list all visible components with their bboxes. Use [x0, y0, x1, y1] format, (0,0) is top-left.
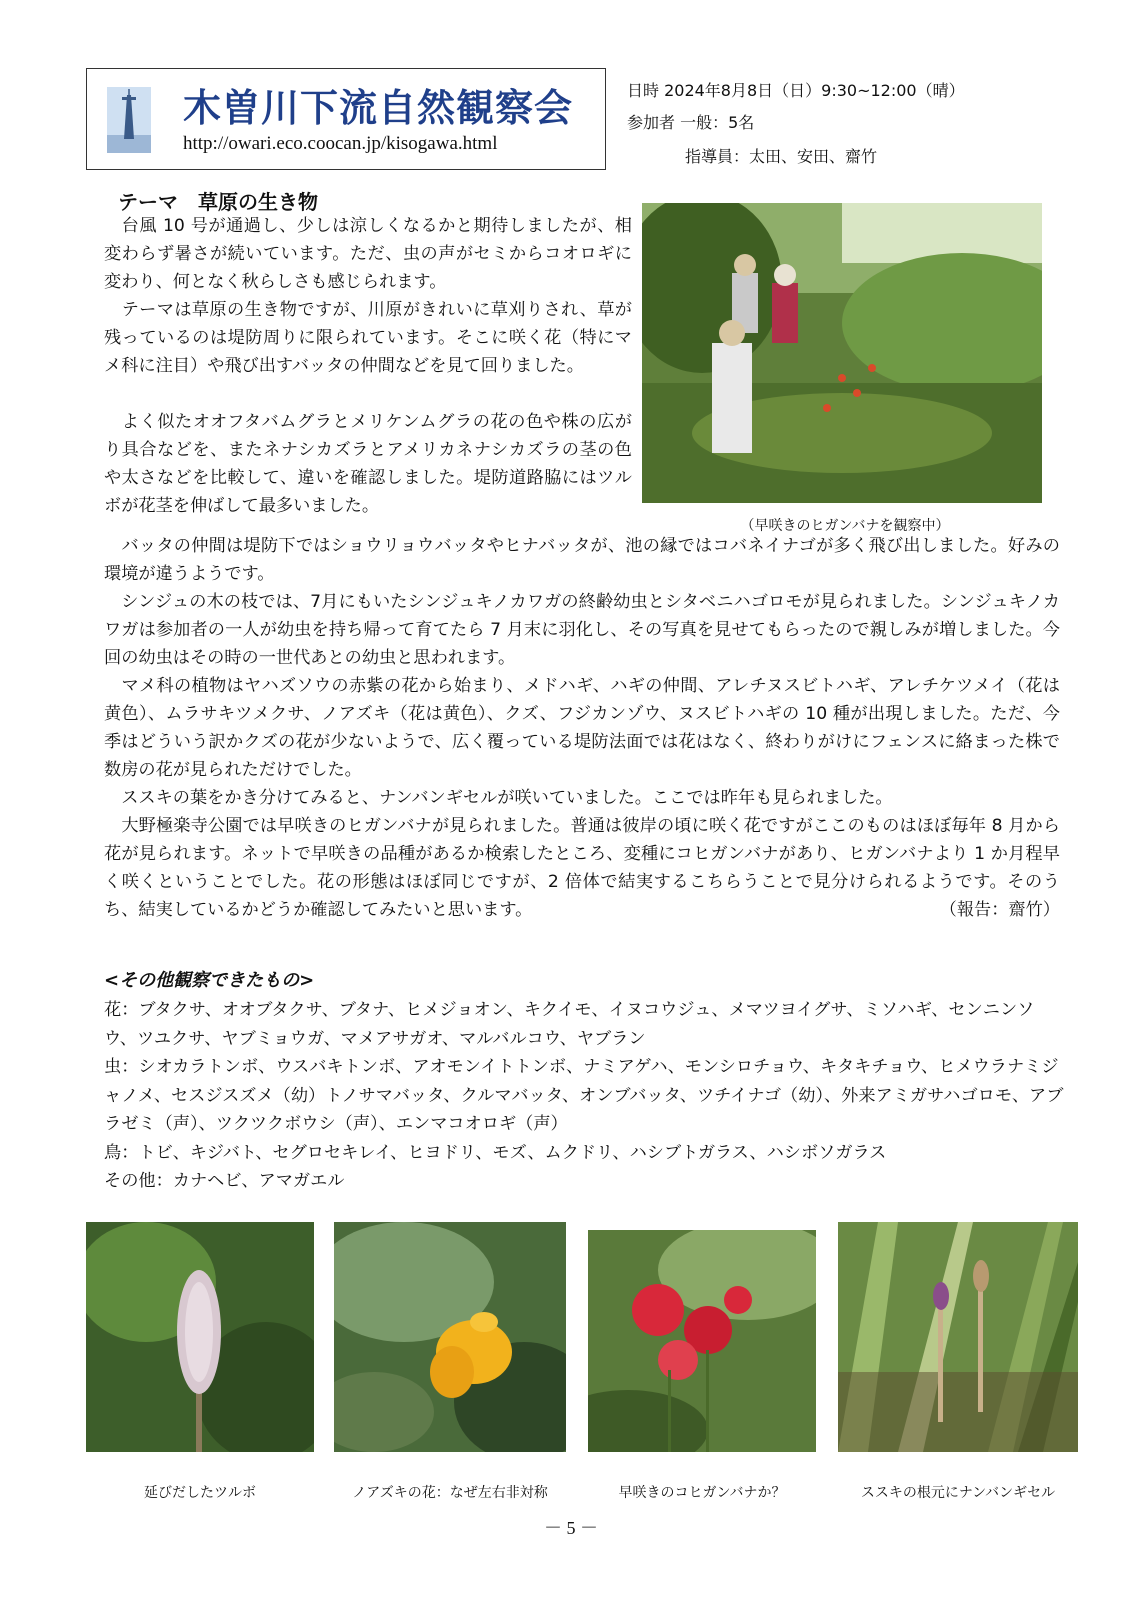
other-insects: 虫：シオカラトンボ、ウスバキトンボ、アオモンイトトンボ、ナミアゲハ、モンシロチョウ、キタキチョウ、ヒメウラナミジャノメ、セスジスズメ（幼）トノサマバッタ、クルマバッタ、オンブバッタ、ツチイナゴ（幼）、外来アミガサハゴロモ、アブラゼミ（声）、ツクツクボウシ（声）、エンマコオロギ（声） [104, 1057, 1064, 1134]
photo-tsurubo [86, 1222, 314, 1452]
main-photo [642, 203, 1042, 503]
paragraph-8-text: 大野極楽寺公園では早咲きのヒガンバナが見られました。普通は彼岸の頃に咲く花ですがここのものはほぼ毎年 8 月から花が見られます。ネットで早咲きの品種があるか検索したところ、変種にコヒガンバナがあり、ヒガンバナより 1 か月程早く咲くということでした。花の形態はほぼ同じですが、2 倍体で結実するこちらうことで見分けられるようです。そのうち、結実しているかどうか確認してみたいと思います。 [104, 816, 1060, 920]
title-box [86, 68, 606, 170]
tower-icon [107, 87, 151, 153]
other-misc: その他：カナヘビ、アマガエル [104, 1171, 345, 1191]
paragraph-2: テーマは草原の生き物ですが、川原がきれいに草刈りされ、草が残っているのは堤防周りに限られています。そこに咲く花（特にマメ科に注目）や飛び出すバッタの仲間などを見て回りました。 [104, 300, 632, 376]
theme-heading: テーマ 草原の生き物 [118, 190, 318, 214]
paragraph-4: バッタの仲間は堤防下ではショウリョウバッタやヒナバッタが、池の縁ではコバネイナゴが多く飛び出しました。好みの環境が違うようです。 [104, 536, 1060, 584]
photo-kohiganbana-caption: 早咲きのコヒガンバナか？ [618, 1485, 786, 1501]
website-url[interactable]: http://owari.eco.coocan.jp/kisogawa.html [183, 133, 498, 154]
paragraph-1: 台風 10 号が通過し、少しは涼しくなるかと期待しましたが、相変わらず暑さが続いています。ただ、虫の声がセミからコオロギに変わり、何となく秋らしさも感じられます。 [104, 216, 632, 292]
other-list [104, 996, 1064, 1196]
other-flowers: 花：ブタクサ、オオブタクサ、ブタナ、ヒメジョオン、キクイモ、イヌコウジュ、メマツヨイグサ、ミソハギ、センニンソウ、ツユクサ、ヤブミョウガ、マメアサガオ、マルバルコウ、ヤブラン [104, 1000, 1035, 1049]
paragraph-6: マメ科の植物はヤハズソウの赤紫の花から始まり、メドハギ、ハギの仲間、アレチヌスビトハギ、アレチケツメイ（花は黄色）、ムラサキツメクサ、ノアズキ（花は黄色）、クズ、フジカンゾウ、ヌスビトハギの 10 種が出現しました。ただ、今季はどういう訳かクズの花が少ないようで、広く覆っている堤防法面では花はなく、終わりがけにフェンスに絡まった株で数房の花が見られただけでした。 [104, 676, 1060, 780]
photo-noazuki [334, 1222, 566, 1452]
page-number: － 5 － [544, 1518, 598, 1538]
photo-tsurubo-caption: 延びだしたツルボ [144, 1485, 256, 1501]
paragraph-5: シンジュの木の枝では、7月にもいたシンジュキノカワガの終齢幼虫とシタベニハゴロモが見られました。シンジュキノカワガは参加者の一人が幼虫を持ち帰って育てたら 7 月末に羽化し、その写真を見せてもらったので親しみが増しました。今回の幼虫はその時の一世代あとの幼虫と思われます。 [104, 592, 1060, 668]
guides: 指導員：太田、安田、齋竹 [685, 147, 878, 166]
main-photo-caption: （早咲きのヒガンバナを観察中） [740, 518, 950, 534]
report-by: （報告：齋竹） [939, 900, 1060, 920]
photo-nanbangiseru [838, 1222, 1078, 1452]
photo-kohiganbana [588, 1230, 816, 1452]
participants: 参加者 一般：5名 [627, 113, 755, 132]
paragraph-7: ススキの葉をかき分けてみると、ナンバンギセルが咲いていました。ここでは昨年も見られました。 [104, 788, 893, 808]
paragraph-8 [104, 812, 1060, 924]
paragraph-3: よく似たオオフタバムグラとメリケンムグラの花の色や株の広がり具合などを、またネナシカズラとアメリカネナシカズラの茎の色や太さなどを比較して、違いを確認しました。堤防道路脇にはツルボが花茎を伸ばして最多いました。 [104, 412, 632, 516]
photo-nanbangiseru-caption: ススキの根元にナンバンギセル [860, 1485, 1056, 1501]
event-date: 日時 2024年8月8日（日）9:30~12:00（晴） [627, 81, 965, 100]
newsletter-title: 木曽川下流自然観察会 [183, 86, 574, 130]
other-heading: <その他観察できたもの> [104, 970, 315, 991]
other-birds: 鳥：トビ、キジバト、セグロセキレイ、ヒヨドリ、モズ、ムクドリ、ハシブトガラス、ハシボソガラス [104, 1142, 887, 1163]
photo-noazuki-caption: ノアズキの花：なぜ左右非対称 [352, 1485, 548, 1501]
